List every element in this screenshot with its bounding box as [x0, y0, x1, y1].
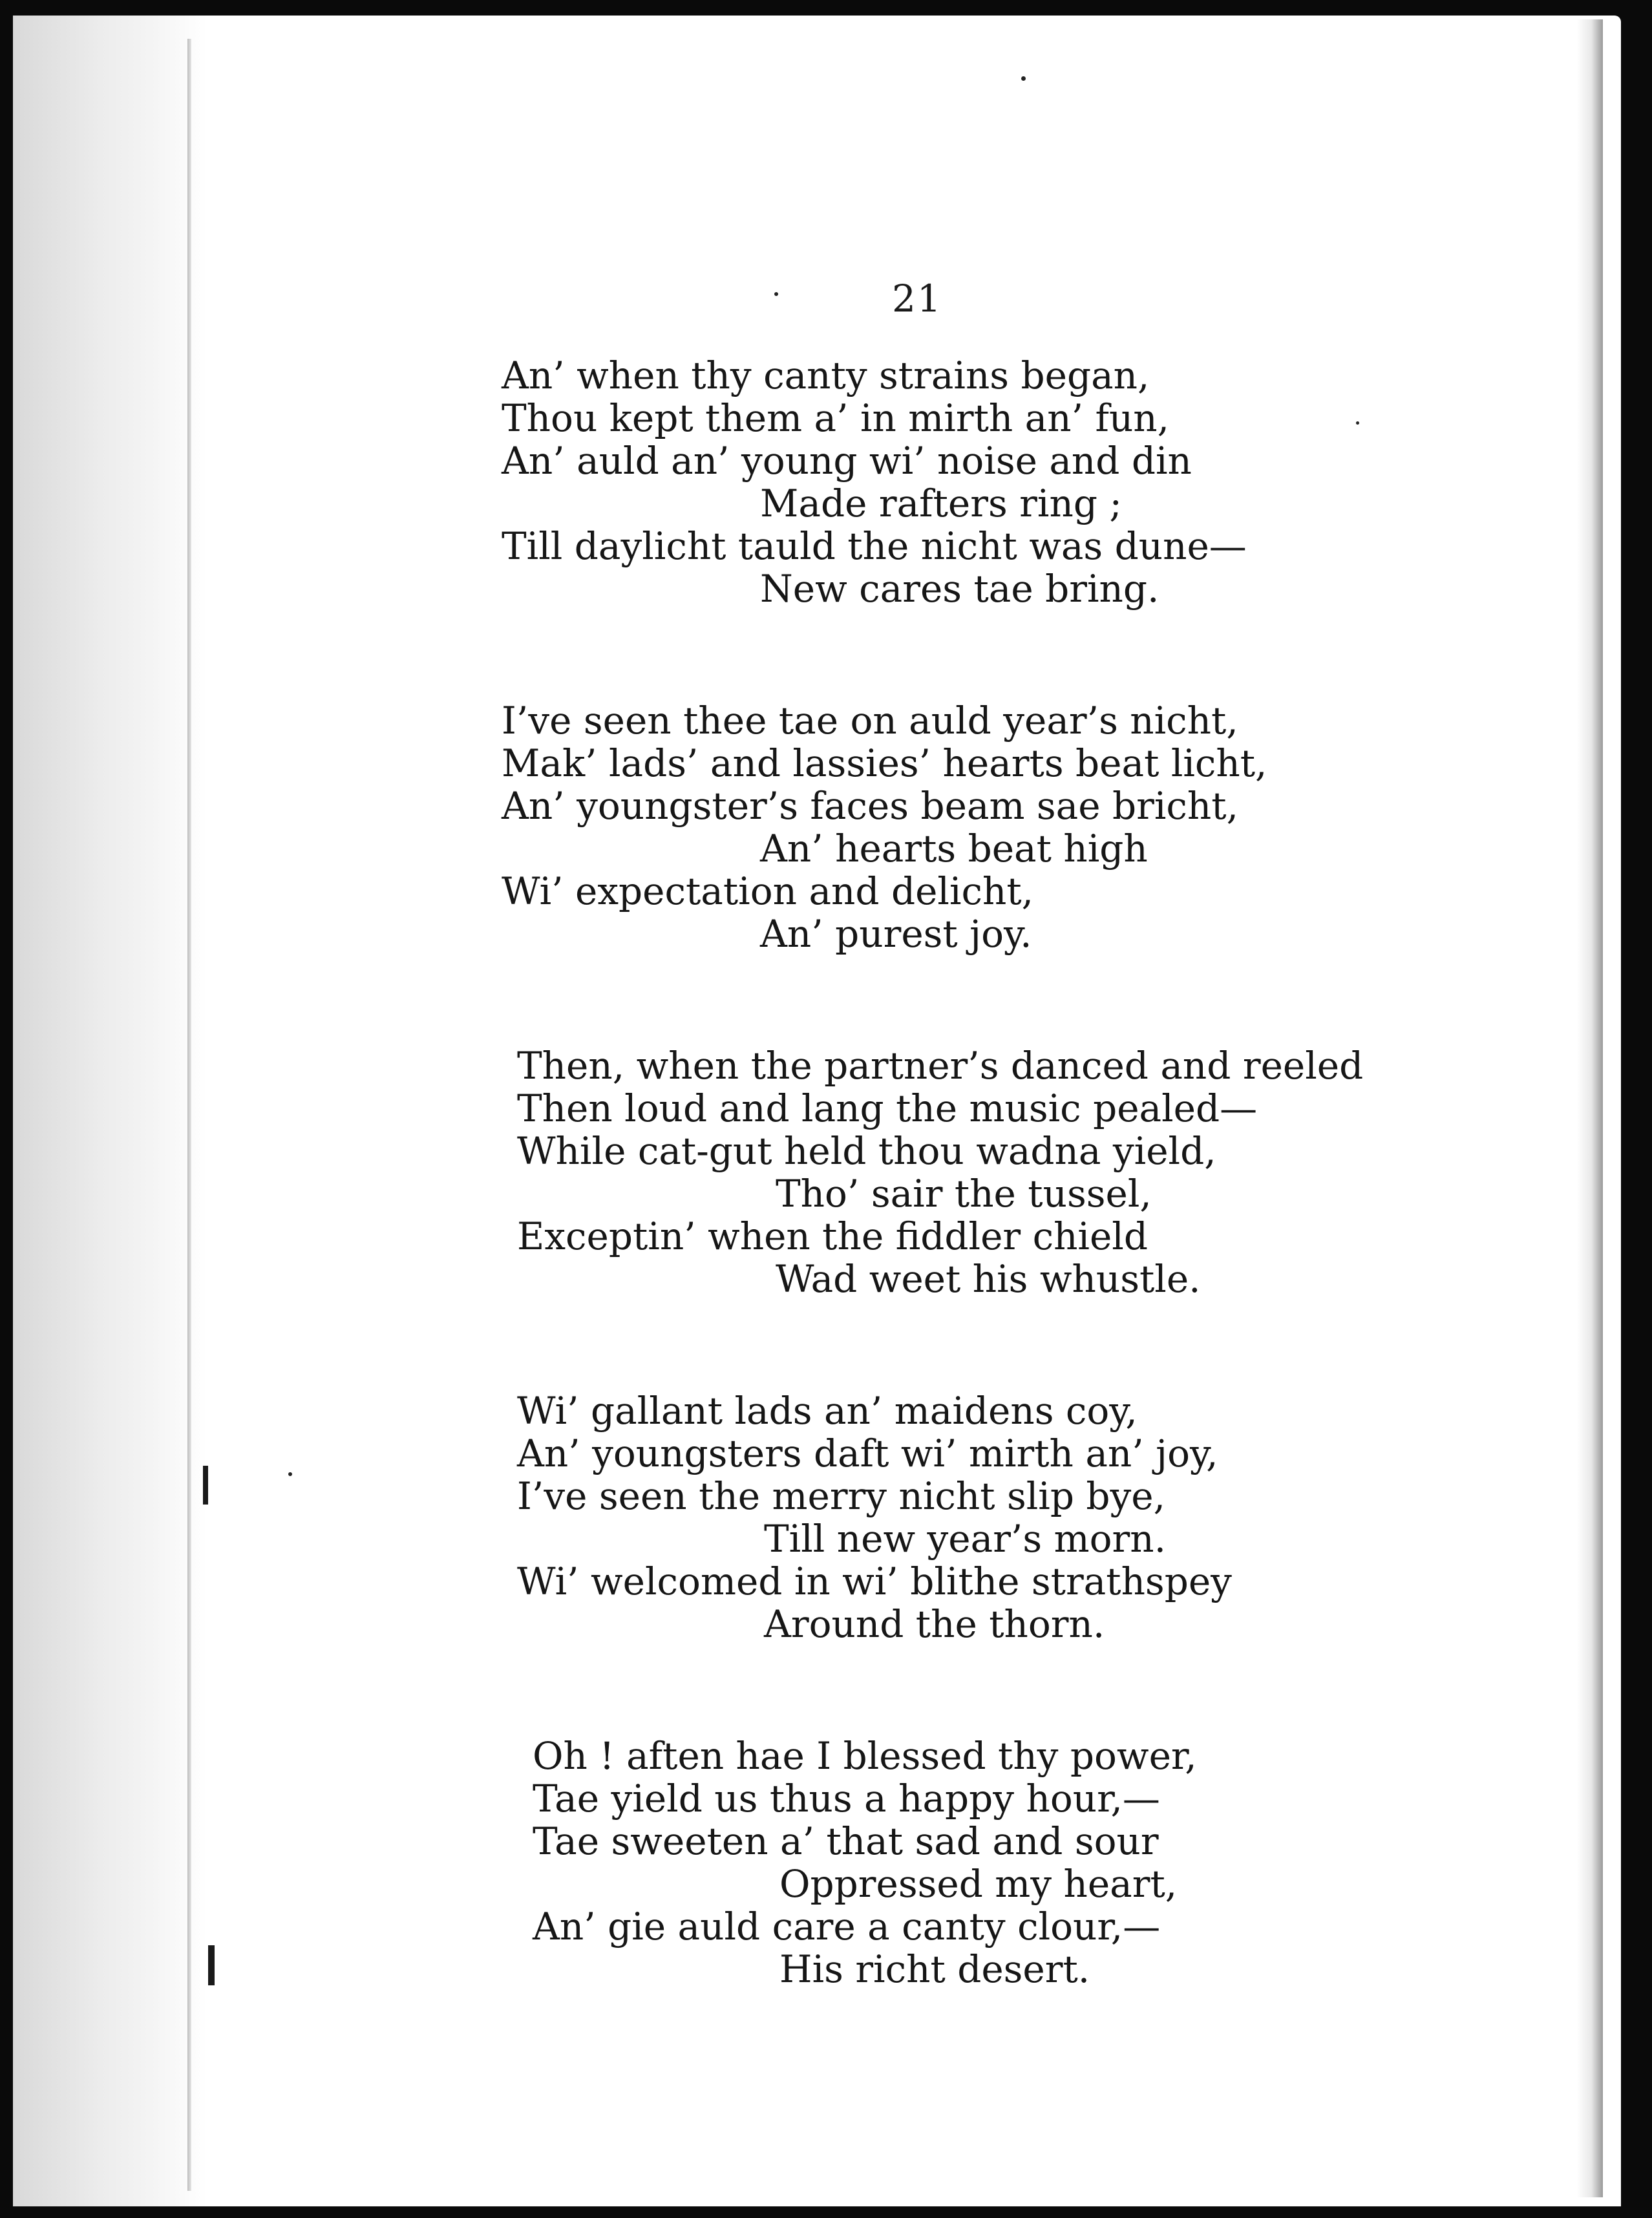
poem-line: An’ when thy canty strains began, [502, 354, 1150, 397]
poem-line: Wi’ welcomed in wi’ blithe strathspey [517, 1559, 1232, 1603]
stanza [517, 1389, 1355, 1645]
poem [502, 354, 1364, 2080]
poem-line: Oh ! aften hae I blessed thy power, [533, 1734, 1197, 1778]
poem-line: An’ youngster’s faces beam sae bricht, [502, 784, 1239, 828]
scan-speck [1021, 76, 1026, 81]
poem-line: Then, when the partner’s danced and reeled [517, 1044, 1364, 1088]
stanza [533, 1735, 1355, 1991]
poem-line-indented: Around the thorn. [764, 1602, 1105, 1646]
poem-line-indented: New cares tae bring. [760, 567, 1160, 611]
book-gutter [187, 39, 191, 2191]
stanza [502, 699, 1355, 955]
poem-line-indented: His richt desert. [779, 1947, 1090, 1991]
poem-line-indented: Made rafters ring ; [760, 481, 1122, 525]
stanza [517, 1044, 1364, 1301]
poem-line: Thou kept them a’ in mirth an’ fun, [502, 396, 1170, 440]
poem-line: I’ve seen the merry nicht slip bye, [517, 1474, 1166, 1518]
poem-line: Mak’ lads’ and lassies’ hearts beat licht, [502, 741, 1267, 785]
poem-line-indented: Tho’ sair the tussel, [776, 1172, 1152, 1216]
scan-speck [774, 292, 778, 296]
poem-line: Tae sweeten a’ that sad and sour [533, 1819, 1159, 1863]
poem-line: While cat-gut held thou wadna yield, [517, 1129, 1216, 1173]
page-number: 21 [892, 277, 942, 321]
poem-line: Wi’ expectation and delicht, [502, 869, 1034, 913]
poem-line-indented: An’ purest joy. [760, 912, 1032, 956]
poem-line: I’ve seen thee tae on auld year’s nicht, [502, 699, 1238, 743]
poem-line: An’ youngsters daft wi’ mirth an’ joy, [517, 1431, 1218, 1475]
poem-line: Till daylicht tauld the nicht was dune— [502, 524, 1247, 568]
poem-line-indented: Till new year’s morn. [764, 1517, 1166, 1561]
poem-line-indented: An’ hearts beat high [760, 827, 1148, 871]
poem-line: An’ gie auld care a canty clour,— [533, 1905, 1161, 1949]
poem-line: Exceptin’ when the fiddler chield [517, 1214, 1148, 1258]
binding-thread-mark [203, 1466, 208, 1505]
stanza [502, 354, 1355, 610]
poem-line-indented: Oppressed my heart, [779, 1862, 1178, 1906]
binding-thread-mark [208, 1945, 215, 1985]
poem-line: Tae yield us thus a happy hour,— [533, 1777, 1160, 1821]
facing-page-edge [13, 16, 207, 2206]
scan-speck [1356, 421, 1359, 425]
poem-line: Wi’ gallant lads an’ maidens coy, [517, 1389, 1138, 1433]
poem-line: An’ auld an’ young wi’ noise and din [502, 439, 1192, 483]
poem-line-indented: Wad weet his whustle. [776, 1257, 1201, 1301]
scan-speck [288, 1472, 292, 1476]
page-right-edge-shadow [1577, 19, 1603, 2197]
poem-line: Then loud and lang the music pealed— [517, 1086, 1258, 1130]
